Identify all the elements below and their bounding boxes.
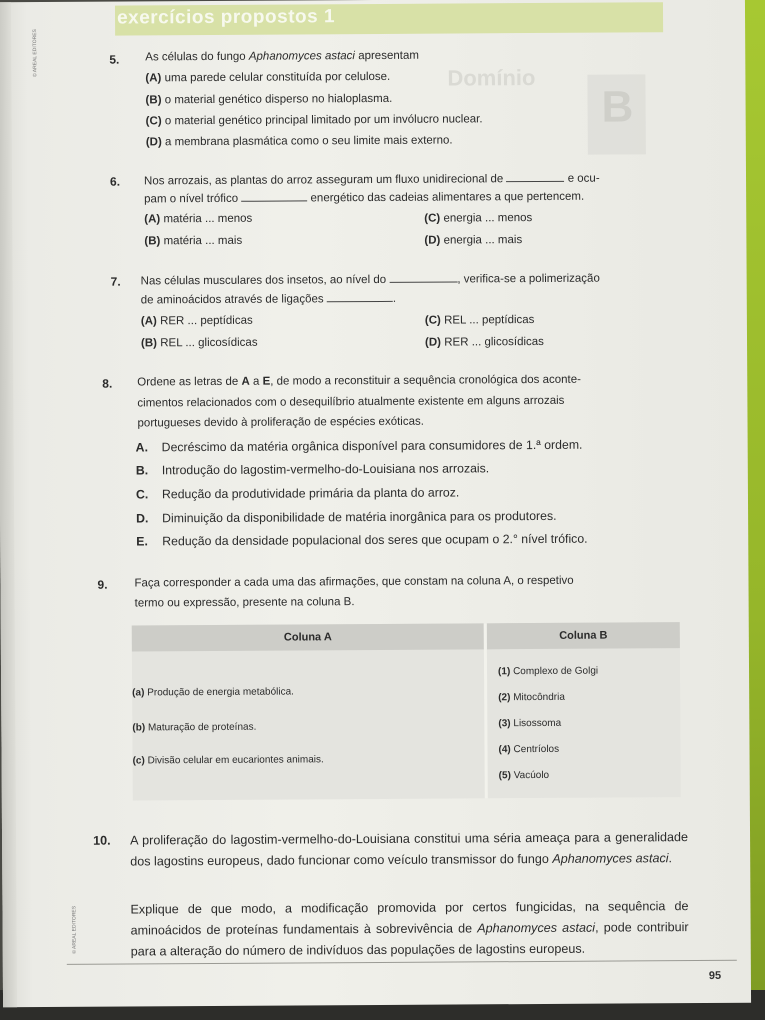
q5-option-c: (C) o material genético principal limitado por um invólucro nuclear. bbox=[145, 113, 483, 128]
q5-stem: As células do fungo Aphanomyces astaci apresentam bbox=[145, 49, 419, 64]
q5-option-a: (A) uma parede celular constituída por celulose. bbox=[145, 70, 391, 85]
q10-paragraph-2: Explique de que modo, a modificação promovida por certos fungicidas, na sequência de aminoácidos de proteínas fundamentais à sobrevivência de Aphanomyces astaci, pode contribuir para a alteração do número de indivíduos das populações de lagostins europeus. bbox=[130, 899, 689, 959]
q5-species: Aphanomyces astaci bbox=[248, 50, 356, 63]
show-through-letter: B bbox=[601, 82, 634, 132]
q7-number: 7. bbox=[110, 274, 121, 289]
column-b-header: Coluna B bbox=[487, 622, 680, 649]
show-through-section: Domínio bbox=[447, 65, 536, 91]
q7-stem-line1: Nas células musculares dos insetos, ao nível do , verifica-se a polimerização bbox=[140, 272, 600, 288]
page-spine bbox=[0, 2, 17, 1007]
q7-option-a: (A) RER ... peptídicas bbox=[140, 314, 253, 328]
publisher-mark-bottom: © AREAL EDITORES bbox=[71, 905, 78, 954]
q8-stem-line3: portugueses devido à proliferação de espécies exóticas. bbox=[137, 415, 424, 430]
q8-item-c: C. Redução da produtividade primária da planta do arroz. bbox=[135, 485, 460, 502]
q7-option-c: (C) REL ... peptídicas bbox=[424, 314, 535, 327]
q5-option-d: (D) a membrana plasmática como o seu limite mais externo. bbox=[145, 134, 453, 149]
q6-option-a: (A) matéria ... menos bbox=[144, 212, 253, 226]
column-b-row: (3) Lisossoma bbox=[498, 717, 562, 730]
q5-option-b: (B) o material genético disperso no hialoplasma. bbox=[145, 92, 393, 107]
column-a-header: Coluna A bbox=[132, 623, 484, 651]
table-column-divider bbox=[484, 623, 488, 798]
column-a-row: (a) Produção de energia metabólica. bbox=[132, 686, 294, 699]
q6-option-b: (B) matéria ... mais bbox=[144, 234, 243, 248]
column-b-row: (2) Mitocôndria bbox=[498, 691, 565, 704]
q6-option-c: (C) energia ... menos bbox=[424, 212, 533, 225]
publisher-mark-top: © AREAL EDITORES bbox=[32, 29, 39, 78]
q8-number: 8. bbox=[102, 376, 113, 391]
q9-stem-line1: Faça corresponder a cada uma das afirmações, que constam na coluna A, o respetivo bbox=[134, 574, 574, 590]
q9-stem-line2: termo ou expressão, presente na coluna B. bbox=[134, 596, 355, 610]
q6-stem-line1: Nos arrozais, as plantas do arroz asseguram um fluxo unidirecional de e ocu- bbox=[143, 172, 600, 188]
q8-item-b: B. Introdução do lagostim-vermelho-do-Louisiana nos arrozais. bbox=[135, 461, 490, 478]
column-b-row: (4) Centríolos bbox=[498, 743, 560, 756]
page-title: exercícios propostos 1 bbox=[116, 6, 336, 29]
q10-paragraph-1: A proliferação do lagostim-vermelho-do-Louisiana constitui uma séria ameaça para a generalidade dos lagostins europeus, dado funcionar como veículo transmissor do fungo Aphanomyces astaci. bbox=[130, 830, 689, 869]
q8-item-a: A. Decréscimo da matéria orgânica disponível para consumidores de 1.ª ordem. bbox=[135, 437, 583, 455]
q10-number: 10. bbox=[93, 833, 111, 848]
q5-number: 5. bbox=[109, 52, 120, 67]
q8-item-d: D. Diminuição da disponibilidade de matéria inorgânica para os produtores. bbox=[136, 508, 557, 526]
q7-option-d: (D) RER ... glicosídicas bbox=[424, 335, 544, 349]
column-b-row: (1) Complexo de Golgi bbox=[498, 665, 599, 678]
q6-number: 6. bbox=[109, 174, 121, 189]
q9-number: 9. bbox=[97, 577, 108, 592]
q7-option-b: (B) REL ... glicosídicas bbox=[140, 336, 258, 350]
q8-stem-line2: cimentos relacionados com o desequilíbrio atualmente existente em alguns arrozais bbox=[137, 394, 565, 410]
q7-stem-line2: de aminoácidos através de ligações . bbox=[140, 292, 397, 307]
column-a-row: (c) Divisão celular em eucariontes animais. bbox=[132, 754, 324, 767]
q6-stem-line2: pam o nível trófico energético das cadeias alimentares a que pertencem. bbox=[144, 190, 585, 206]
q6-option-d: (D) energia ... mais bbox=[424, 234, 523, 247]
column-a-row: (b) Maturação de proteínas. bbox=[132, 721, 257, 734]
page-number: 95 bbox=[708, 969, 722, 982]
q8-item-e: E. Redução da densidade populacional dos seres que ocupam o 2.° nível trófico. bbox=[136, 531, 588, 549]
matching-table bbox=[132, 622, 681, 800]
column-b-row: (5) Vacúolo bbox=[498, 769, 550, 782]
q8-stem-line1: Ordene as letras de A a E, de modo a reconstituir a sequência cronológica dos aconte- bbox=[137, 373, 581, 389]
